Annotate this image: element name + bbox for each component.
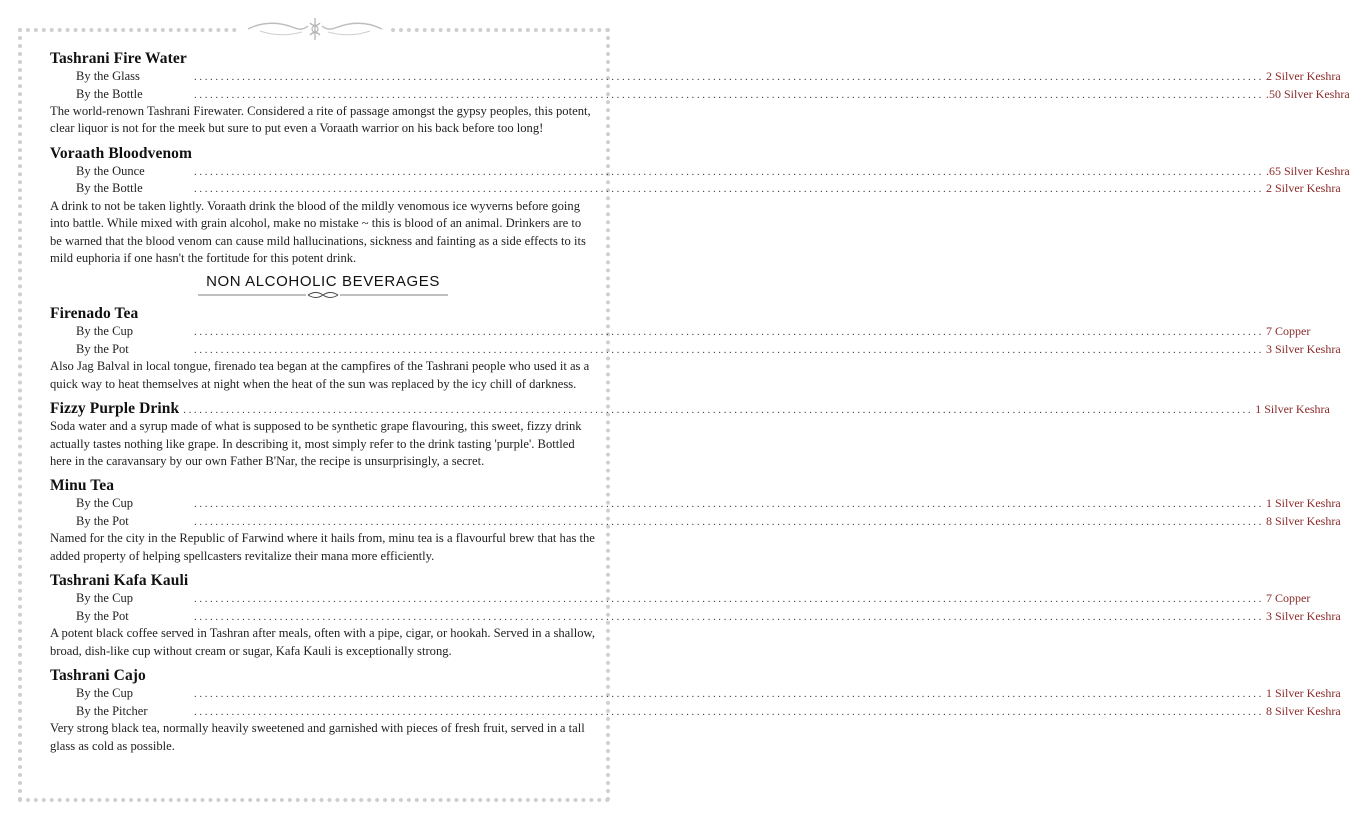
menu-item [50,666,1341,755]
price-row-price: 8 Silver Keshra [1266,703,1341,718]
leader-dots: ........................................................................................................................................................................................................ [194,343,1264,356]
menu-item [50,49,1350,138]
price-row-price: 7 Copper [1266,591,1311,606]
leader-dots: ........................................................................................................................................................................................................ [183,404,1254,417]
price-row [50,180,1341,198]
price-row-label: By the Bottle [76,181,143,196]
price-row [50,163,1350,181]
menu-item-description: Named for the city in the Republic of Farwind where it hails from, minu tea is a flavourful brew that has the added property of helping spellcasters revitalize their mana more efficiently. [50,531,595,563]
leader-dots: ........................................................................................................................................................................................................ [194,326,1264,339]
price-row-price: 3 Silver Keshra [1266,608,1341,623]
leader-dots: ........................................................................................................................................................................................................ [194,515,1264,528]
menu-item-name: Tashrani Cajo [50,667,146,685]
menu-item-description: Very strong black tea, normally heavily sweetened and garnished with pieces of fresh fruit, served in a tall glass as cold as possible. [50,721,585,753]
leader-dots: ........................................................................................................................................................................................................ [194,593,1264,606]
menu-item [50,571,1341,660]
menu-item-name: Voraath Bloodvenom [50,144,193,162]
divider-flourish-icon [198,290,448,300]
price-row-label: By the Cup [76,496,133,511]
menu-item-name: Tashrani Kafa Kauli [50,572,189,590]
leader-dots: ........................................................................................................................................................................................................ [194,88,1264,101]
top-flourish-ornament [240,14,390,44]
price-row [50,685,1341,703]
price-row-label: By the Glass [76,69,140,83]
leader-dots: ........................................................................................................................................................................................................ [194,705,1264,718]
price-row-label: By the Cup [76,686,133,701]
price-row [50,513,1341,531]
price-row-price: 1 Silver Keshra [1266,496,1341,511]
menu-item-price: 1 Silver Keshra [1255,402,1330,417]
leader-dots: ........................................................................................................................................................................................................ [194,688,1264,701]
price-row [50,86,1350,104]
leader-dots: ........................................................................................................................................................................................................ [194,498,1264,511]
leader-dots: ........................................................................................................................................................................................................ [194,71,1264,83]
price-row-price: 3 Silver Keshra [1266,341,1341,356]
price-row [50,341,1341,359]
price-row-label: By the Pot [76,513,129,528]
price-row-price: 8 Silver Keshra [1266,513,1341,528]
price-row [50,703,1341,721]
menu-item-description: The world-renown Tashrani Firewater. Considered a rite of passage amongst the gypsy peoples, this potent, clear liquor is not for the meek but sure to put even a Voraath warrior on his back before too long! [50,104,591,136]
price-row [50,495,1341,513]
price-row-price: 2 Silver Keshra [1266,181,1341,196]
flourish-icon [240,14,390,44]
menu-item [50,304,1341,393]
price-row-label: By the Cup [76,324,133,339]
price-row [50,68,1341,86]
leader-dots: ........................................................................................................................................................................................................ [194,183,1264,196]
leader-dots: ........................................................................................................................................................................................................ [194,165,1264,178]
price-row-label: By the Cup [76,591,133,606]
menu-item-name: Minu Tea [50,477,115,495]
menu-item [50,476,1341,565]
menu-item-description: A drink to not be taken lightly. Voraath drink the blood of the mildly venomous ice wyverns before going into battle. While mixed with grain alcohol, make no mistake ~ this is blood of an animal. Drinkers are to be warned that the blood venom can cause mild hallucinations, sickness and fainting as a side effects to its mild euphoria if one hasn't the fortitude for this potent drink. [50,198,586,266]
price-row-price: 7 Copper [1266,324,1311,339]
price-row-price: 1 Silver Keshra [1266,686,1341,701]
price-row [50,323,1311,341]
menu-item-name: Fizzy Purple Drink [50,400,180,418]
menu-item [50,399,1330,470]
price-row-price: .50 Silver Keshra [1266,86,1350,101]
menu-item-name: Tashrani Fire Water [50,50,187,67]
menu-content [50,49,1350,761]
section-heading-text: NON ALCOHOLIC BEVERAGES [206,273,440,291]
menu-item-description: Also Jag Balval in local tongue, firenado tea began at the campfires of the Tashrani people who used it as a quick way to heat themselves at night when the heat of the sun was replaced by the icy chill of darkness. [50,359,590,391]
price-row-label: By the Pot [76,608,129,623]
price-row-price: 2 Silver Keshra [1266,69,1341,83]
price-row-label: By the Pitcher [76,703,148,718]
price-row-label: By the Bottle [76,86,143,101]
price-row [50,608,1341,626]
menu-item [50,144,1350,268]
menu-item-description: A potent black coffee served in Tashran after meals, often with a pipe, cigar, or hookah. Served in a shallow, broad, dish-like cup without cream or sugar, Kafa Kauli is exceptionally strong. [50,626,595,658]
price-row-price: .65 Silver Keshra [1266,163,1350,178]
price-row [50,590,1311,608]
menu-item-title-row [50,399,1330,418]
price-row-label: By the Ounce [76,163,145,178]
menu-item-name: Firenado Tea [50,305,139,323]
price-row-label: By the Pot [76,341,129,356]
section-heading [50,273,596,300]
menu-item-description: Soda water and a syrup made of what is supposed to be synthetic grape flavouring, this sweet, fizzy drink actually tastes nothing like grape. In describing it, most simply refer to the drink tasting 'purple'. Bottled here in the caravansary by our own Father B'Nar, the recipe is unsurprisingly, a secret. [50,419,582,469]
leader-dots: ........................................................................................................................................................................................................ [194,610,1264,623]
